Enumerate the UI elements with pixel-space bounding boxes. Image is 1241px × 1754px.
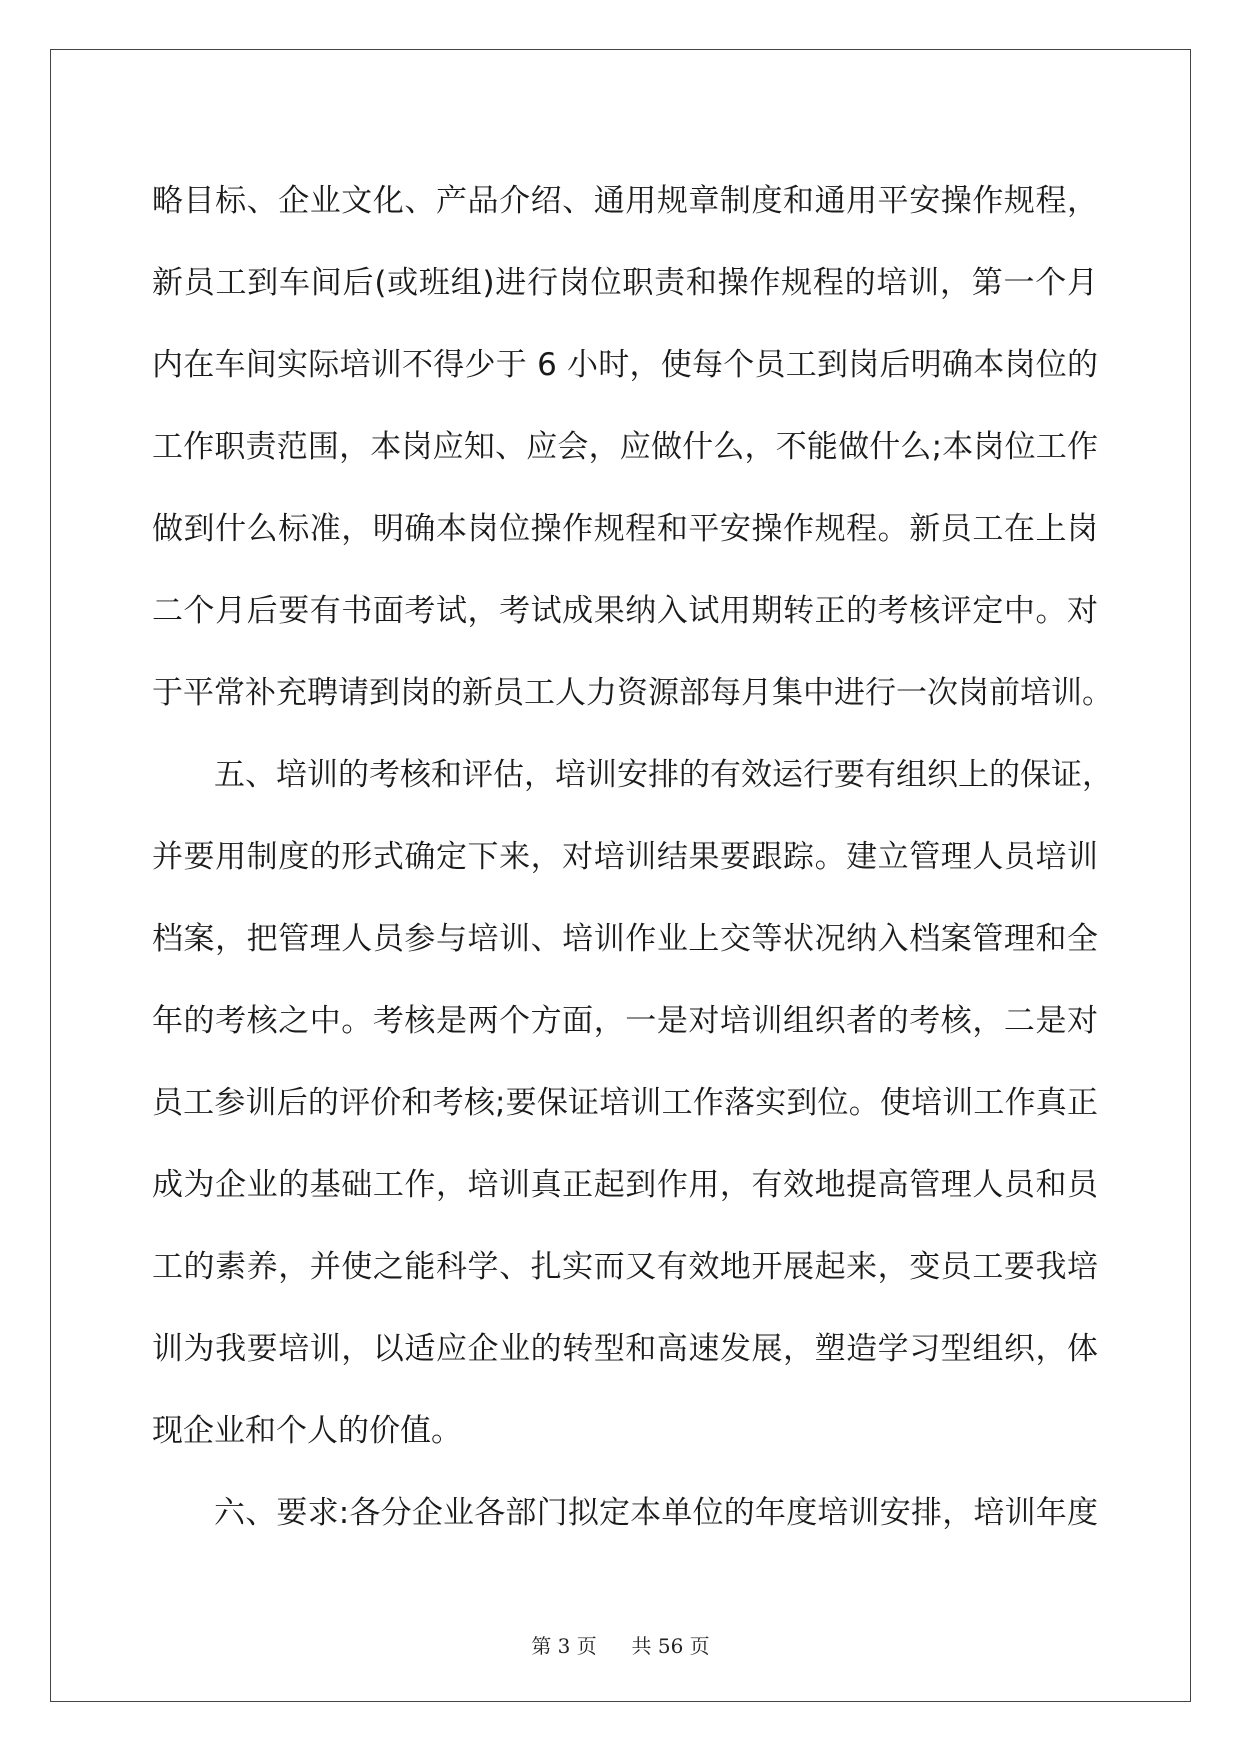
text-line: 员工参训后的评价和考核;要保证培训工作落实到位。使培训工作真正 [152,1085,1098,1121]
text-line: 档案，把管理人员参与培训、培训作业上交等状况纳入档案管理和全 [152,921,1098,957]
text-line: 训为我要培训，以适应企业的转型和高速发展，塑造学习型组织，体 [152,1331,1098,1367]
text-line: 并要用制度的形式确定下来，对培训结果要跟踪。建立管理人员培训 [152,839,1098,875]
page-total: 共 56 页 [631,1634,710,1658]
document-body [152,160,1113,1554]
paragraph-end-line: 现企业和个人的价值。 [152,1413,462,1449]
text-line: 成为企业的基础工作，培训真正起到作用，有效地提高管理人员和员 [152,1167,1098,1203]
text-line: 略目标、企业文化、产品介绍、通用规章制度和通用平安操作规程， [152,183,1098,219]
text-line: 于平常补充聘请到岗的新员工人力资源部每月集中进行一次岗前培训。 [152,675,1113,711]
text-line: 年的考核之中。考核是两个方面，一是对培训组织者的考核，二是对 [152,1003,1098,1039]
text-line: 新员工到车间后(或班组)进行岗位职责和操作规程的培训，第一个月 [152,265,1098,301]
text-line: 工的素养，并使之能科学、扎实而又有效地开展起来，变员工要我培 [152,1249,1098,1285]
page-number: 第 3 页 [531,1634,597,1658]
text-line: 做到什么标准，明确本岗位操作规程和平安操作规程。新员工在上岗 [152,511,1098,547]
section-five-first-line: 五、培训的考核和评估，培训安排的有效运行要有组织上的保证， [214,757,1113,793]
section-six-first-line: 六、要求:各分企业各部门拟定本单位的年度培训安排，培训年度 [214,1495,1098,1531]
page-footer [0,1630,1241,1659]
text-line: 二个月后要有书面考试，考试成果纳入试用期转正的考核评定中。对 [152,593,1098,629]
text-line: 内在车间实际培训不得少于 6 小时，使每个员工到岗后明确本岗位的 [152,347,1098,383]
text-line: 工作职责范围，本岗应知、应会，应做什么，不能做什么;本岗位工作 [152,429,1098,465]
